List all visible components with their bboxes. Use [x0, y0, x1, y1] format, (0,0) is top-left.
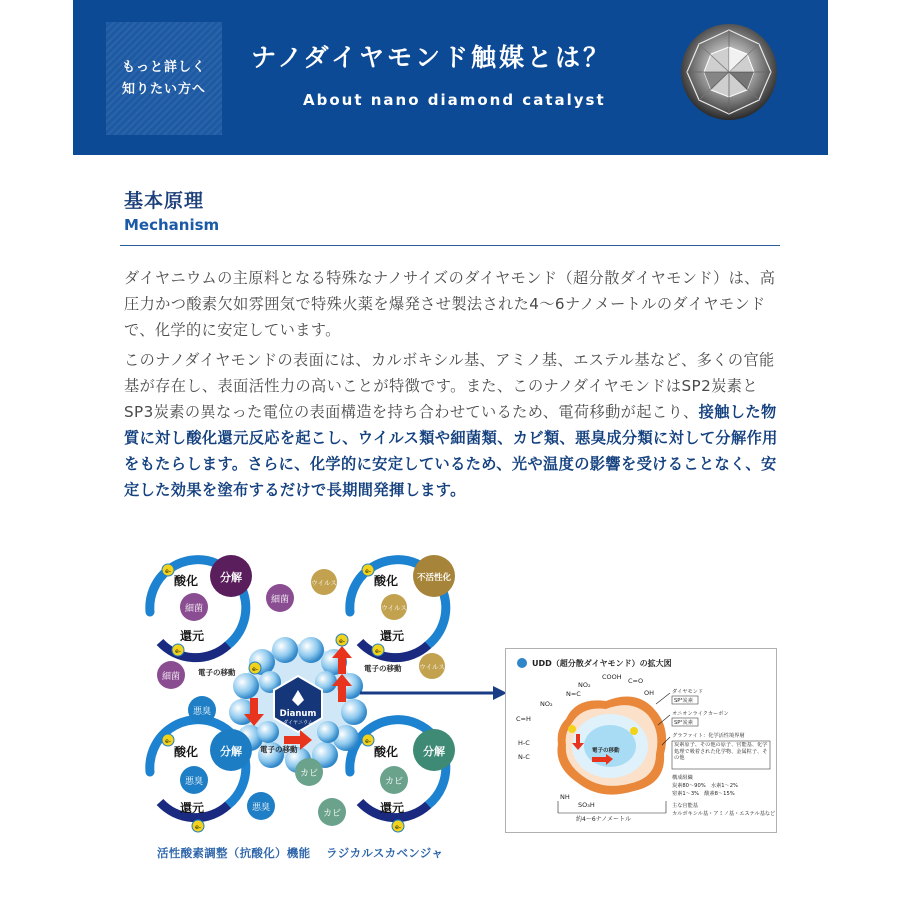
decompose-badge-3: [413, 729, 455, 771]
paragraph-1: ダイヤニウムの主原料となる特殊なナノサイズのダイヤモンド（超分散ダイヤモンド）は、高圧力かつ酸素欠如雰囲気で特殊火薬を爆発させ製法された4〜6ナノメートルのダイヤモンドで、化学的に安定しています。: [124, 269, 776, 339]
paragraph-2-highlight: 接触した物質に対し酸化還元反応を起こし、ウイルス類や細菌類、カビ類、悪臭成分類に対して分解作用をもたらします。さらに、化学的に安定しているため、光や温度の影響を受けることなく、安定した効果を塗布するだけで長期間発揮します。: [124, 403, 778, 499]
svg-text:ウイルス: ウイルス: [311, 579, 337, 587]
svg-text:ダイヤモンド: ダイヤモンド: [672, 689, 704, 695]
section-title: 基本原理: [124, 190, 205, 212]
svg-text:カルボキシル基・アミノ基・エステル基など: カルボキシル基・アミノ基・エステル基など: [672, 811, 776, 817]
caption-radical-scavenger: ラジカルスカベンジャ: [326, 846, 444, 860]
page-title: ナノダイヤモンド触媒とは？: [251, 43, 612, 72]
svg-text:e-: e-: [395, 824, 401, 831]
diamond-icon: [679, 22, 779, 122]
zoom-arrow: [455, 685, 507, 705]
svg-text:NO₂: NO₂: [578, 681, 591, 689]
header-banner: [73, 0, 828, 155]
inactivate-badge: [413, 555, 455, 597]
svg-text:細菌: 細菌: [184, 604, 204, 614]
svg-text:e-: e-: [195, 824, 201, 831]
svg-text:SO₃H: SO₃H: [578, 801, 595, 809]
virus-bubble-2: [381, 594, 407, 620]
svg-text:COOH: COOH: [602, 673, 622, 681]
svg-text:NO₂: NO₂: [540, 700, 553, 708]
svg-text:e-: e-: [365, 738, 371, 745]
zoom-legend: ダイヤモンド SP³炭素 オニオンライクカーボン SP²炭素 グラファイト：化学活性境界層 炭素原子、その他の原子、官能基、化学処理で吸着された化学物、金属粒子、その他 構成組織 炭素80〜90% 水素1〜2% 窒素1〜3% 酸素8〜15% 主な官能基 カルボキシル基・アミノ基・エステル基など: [672, 689, 776, 817]
zoom-size-label: 約4〜6ナノメートル: [576, 816, 631, 823]
mold-bubble-3: [318, 798, 346, 826]
svg-text:e-: e-: [175, 648, 181, 655]
virus-bubble-1: [311, 569, 337, 595]
svg-text:NH: NH: [560, 793, 570, 801]
center-logo: Dianum: [279, 709, 317, 719]
svg-text:C=H: C=H: [516, 715, 531, 723]
svg-text:グラファイト：化学活性境界層: グラファイト：化学活性境界層: [672, 733, 745, 739]
svg-text:構成組織: 構成組織: [672, 775, 693, 781]
svg-text:H-C: H-C: [518, 739, 530, 747]
svg-text:細菌: 細菌: [161, 672, 181, 682]
svg-text:SP²炭素: SP²炭素: [674, 720, 693, 726]
decompose-label-1: 分解: [220, 571, 242, 584]
reduce-label-4: 還元: [380, 801, 405, 815]
udd-zoom-panel: [505, 648, 777, 833]
svg-text:オニオンライクカーボン: オニオンライクカーボン: [672, 711, 729, 717]
electron-move-label-1: 電子の移動: [198, 668, 236, 677]
svg-text:カビ: カビ: [384, 777, 404, 787]
inactivate-label: 不活性化: [416, 573, 452, 583]
section-divider: [120, 245, 780, 246]
decompose-label-3: 分解: [423, 745, 445, 758]
svg-text:悪臭: 悪臭: [192, 707, 212, 717]
decompose-badge-2: [210, 729, 252, 771]
reduce-label-3: 還元: [180, 801, 205, 815]
svg-text:悪臭: 悪臭: [184, 777, 204, 787]
svg-text:e-: e-: [365, 568, 371, 575]
svg-text:ウイルス: ウイルス: [381, 604, 407, 612]
mold-bubble-2: [380, 766, 408, 794]
zoom-electron-move: 電子の移動: [592, 748, 620, 754]
reduce-label-1: 還元: [180, 629, 205, 643]
paragraph-2-text: このナノダイヤモンドの表面には、カルボキシル基、アミノ基、エステル基など、多くの官能基が存在し、表面活性力の高いことが特徴です。また、このナノダイヤモンドはSP2炭素とSP3炭素の異なった電位の表面構造を持ち合わせているため、電荷移動が起こり、: [124, 351, 775, 421]
decompose-badge-1: [210, 555, 252, 597]
svg-text:窒素1〜3% 酸素8〜15%: 窒素1〜3% 酸素8〜15%: [672, 791, 735, 797]
svg-text:e-: e-: [252, 666, 258, 673]
oxidize-label-2: 酸化: [374, 574, 399, 588]
svg-text:e-: e-: [339, 638, 345, 645]
zoom-title: UDD（超分散ダイヤモンド）の拡大図: [532, 659, 672, 668]
badge-line-1: もっと詳しく: [121, 59, 206, 75]
svg-text:ウイルス: ウイルス: [419, 663, 445, 671]
svg-text:悪臭: 悪臭: [251, 803, 271, 813]
paragraph-2: [124, 347, 784, 503]
udd-zoom-figure: [506, 649, 776, 832]
oxidize-label-4: 酸化: [374, 745, 399, 759]
svg-text:主な官能基: 主な官能基: [672, 803, 698, 809]
bacteria-bubble-2: [266, 584, 294, 612]
electron-move-label-3: 電子の移動: [260, 745, 298, 754]
section-title-en: Mechanism: [124, 216, 220, 234]
svg-text:OH: OH: [644, 689, 655, 697]
svg-text:e-: e-: [375, 648, 381, 655]
svg-text:C=O: C=O: [628, 677, 644, 685]
page-subtitle: About nano diamond catalyst: [303, 91, 606, 109]
oxidize-label-3: 酸化: [174, 745, 199, 759]
svg-text:炭素80〜90% 水素1〜2%: 炭素80〜90% 水素1〜2%: [672, 783, 738, 789]
odor-bubble-3: [247, 792, 275, 820]
svg-text:N-C: N-C: [518, 753, 530, 761]
odor-bubble-1: [188, 696, 216, 724]
bacteria-bubble-1: [180, 593, 208, 621]
svg-text:N=C: N=C: [566, 690, 581, 698]
reduce-label-2: 還元: [380, 629, 405, 643]
virus-bubble-3: [419, 653, 445, 679]
svg-text:カビ: カビ: [322, 809, 342, 819]
oxidize-label-1: 酸化: [174, 574, 199, 588]
badge-line-2: 知りたい方へ: [121, 81, 206, 97]
odor-bubble-2: [180, 766, 208, 794]
electron-move-label-2: 電子の移動: [364, 664, 402, 673]
mold-bubble-1: [295, 758, 323, 786]
svg-text:SP³炭素: SP³炭素: [674, 698, 693, 704]
bacteria-bubble-3: [157, 661, 185, 689]
center-logo-sub: ダイヤニウム: [283, 720, 313, 726]
mechanism-diagram: [128, 550, 468, 870]
decompose-label-2: 分解: [220, 745, 242, 758]
svg-text:細菌: 細菌: [270, 595, 290, 605]
caption-antioxidant: 活性酸素調整（抗酸化）機能: [157, 846, 311, 860]
svg-text:e-: e-: [165, 568, 171, 575]
svg-text:カビ: カビ: [299, 769, 319, 779]
svg-text:e-: e-: [165, 738, 171, 745]
more-info-badge: [106, 22, 222, 135]
